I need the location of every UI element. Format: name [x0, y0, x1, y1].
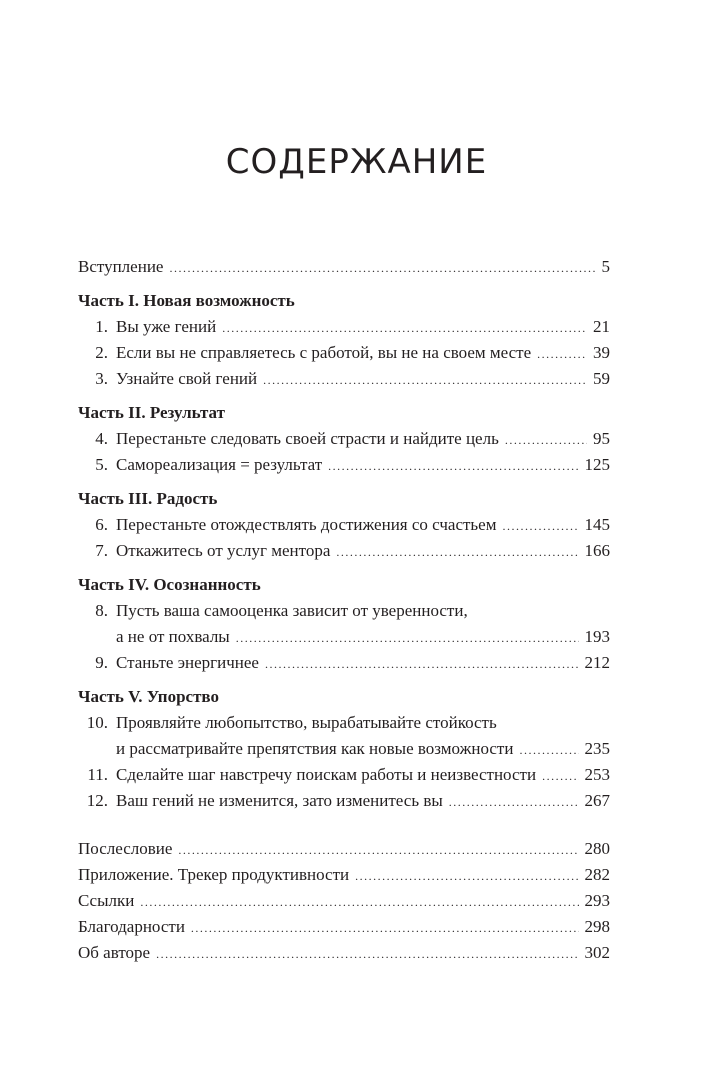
toc-entry-label: Послесловие [78, 839, 173, 858]
toc-page-number: 298 [584, 917, 610, 936]
toc-page-number: 193 [584, 627, 610, 646]
toc-entry-backmatter[interactable] [78, 916, 610, 939]
toc-entry-label: Ссылки [78, 891, 135, 910]
toc-entry-chapter[interactable] [78, 514, 610, 537]
toc-entry-label: Перестаньте отождествлять достижения со счастьем [116, 515, 497, 534]
part-heading: Часть III. Радость [78, 489, 218, 508]
toc-page-number: 293 [584, 891, 610, 910]
dot-leader [222, 317, 587, 339]
toc-entry-backmatter[interactable] [78, 890, 610, 913]
part-heading: Часть II. Результат [78, 403, 225, 422]
toc-page-number: 95 [593, 429, 610, 448]
toc-entry-label: Приложение. Трекер продуктивности [78, 865, 350, 884]
dot-leader [169, 257, 595, 279]
toc-entry-chapter-line2[interactable] [116, 738, 610, 761]
toc-page-number: 59 [593, 369, 610, 388]
toc-entry-label: Благодарности [78, 917, 185, 936]
toc-entry-backmatter[interactable] [78, 838, 610, 861]
toc-page-number: 302 [584, 943, 610, 962]
dot-leader [140, 891, 578, 913]
toc-entry-label: Перестаньте следовать своей страсти и найдите цель [116, 429, 499, 448]
chapter-number: 2. [95, 343, 108, 362]
chapter-number: 11. [87, 765, 108, 784]
chapter-number: 7. [95, 541, 108, 560]
dot-leader [542, 765, 578, 787]
dot-leader [355, 865, 578, 887]
toc-entry-backmatter[interactable] [78, 864, 610, 887]
toc-page-number: 253 [584, 765, 610, 784]
chapter-number: 4. [95, 429, 108, 448]
toc-entry-label: Самореализация = результат [116, 455, 323, 474]
toc-entry-chapter[interactable] [78, 764, 610, 787]
chapter-number: 12. [86, 791, 108, 810]
toc-entry-label: Узнайте свой гений [116, 369, 258, 388]
dot-leader [265, 653, 579, 675]
dot-leader [505, 429, 587, 451]
dot-leader [336, 541, 578, 563]
toc-entry-label: Вы уже гений [116, 317, 217, 336]
toc-page-number: 282 [584, 865, 610, 884]
toc-entry-label: Сделайте шаг навстречу поискам работы и неизвестности [116, 765, 537, 784]
chapter-number: 8. [95, 601, 108, 620]
toc-entry-chapter-line1[interactable] [78, 600, 610, 622]
toc-entry-intro[interactable] [78, 256, 610, 279]
dot-leader [519, 739, 578, 761]
toc-entry-backmatter[interactable] [78, 942, 610, 965]
toc-page-number: 235 [584, 739, 610, 758]
toc-entry-label: Если вы не справляетесь с работой, вы не на своем месте [116, 343, 532, 362]
toc-page-number: 267 [584, 791, 610, 810]
toc-entry-chapter[interactable] [78, 454, 610, 477]
chapter-number: 6. [95, 515, 108, 534]
toc-entry-label: Ваш гений не изменится, зато изменитесь вы [116, 791, 443, 810]
toc-page-number: 125 [584, 455, 610, 474]
dot-leader [537, 343, 587, 365]
toc-entry-label: Пусть ваша самооценка зависит от уверенности, [116, 601, 468, 620]
chapter-number: 10. [86, 713, 108, 732]
dot-leader [236, 627, 579, 649]
toc-entry-chapter[interactable] [78, 540, 610, 563]
toc-entry-label: Об авторе [78, 943, 151, 962]
toc-entry-chapter-line2[interactable] [116, 626, 610, 649]
toc-page-number: 212 [584, 653, 610, 672]
toc-page-number: 166 [584, 541, 610, 560]
toc-entry-chapter[interactable] [78, 368, 610, 391]
toc-entry-label: Станьте энергичнее [116, 653, 259, 672]
page-title: СОДЕРЖАНИЕ [225, 142, 488, 182]
dot-leader [156, 943, 578, 965]
toc-entry-chapter[interactable] [78, 316, 610, 339]
toc-page-number: 21 [593, 317, 610, 336]
toc-entry-label-cont: а не от похвалы [116, 627, 230, 646]
part-heading: Часть I. Новая возможность [78, 291, 295, 310]
chapter-number: 3. [95, 369, 108, 388]
toc-entry-chapter[interactable] [78, 652, 610, 675]
toc-page-number: 5 [601, 257, 610, 276]
part-heading: Часть V. Упорство [78, 687, 219, 706]
toc-entry-label: Вступление [78, 257, 164, 276]
part-heading: Часть IV. Осознанность [78, 575, 261, 594]
toc-page-number: 145 [584, 515, 610, 534]
dot-leader [328, 455, 578, 477]
toc-page-number: 39 [593, 343, 610, 362]
toc-entry-label: Откажитесь от услуг ментора [116, 541, 331, 560]
chapter-number: 1. [95, 317, 108, 336]
toc-entry-chapter-line1[interactable] [78, 712, 610, 734]
toc-entry-chapter[interactable] [78, 790, 610, 813]
dot-leader [191, 917, 579, 939]
dot-leader [502, 515, 578, 537]
dot-leader [449, 791, 579, 813]
toc-entry-chapter[interactable] [78, 342, 610, 365]
toc-entry-label: Проявляйте любопытство, вырабатывайте стойкость [116, 713, 497, 732]
chapter-number: 5. [95, 455, 108, 474]
toc-page-number: 280 [584, 839, 610, 858]
dot-leader [178, 839, 578, 861]
toc-entry-label-cont: и рассматривайте препятствия как новые возможности [116, 739, 514, 758]
chapter-number: 9. [95, 653, 108, 672]
dot-leader [263, 369, 587, 391]
toc-entry-chapter[interactable] [78, 428, 610, 451]
